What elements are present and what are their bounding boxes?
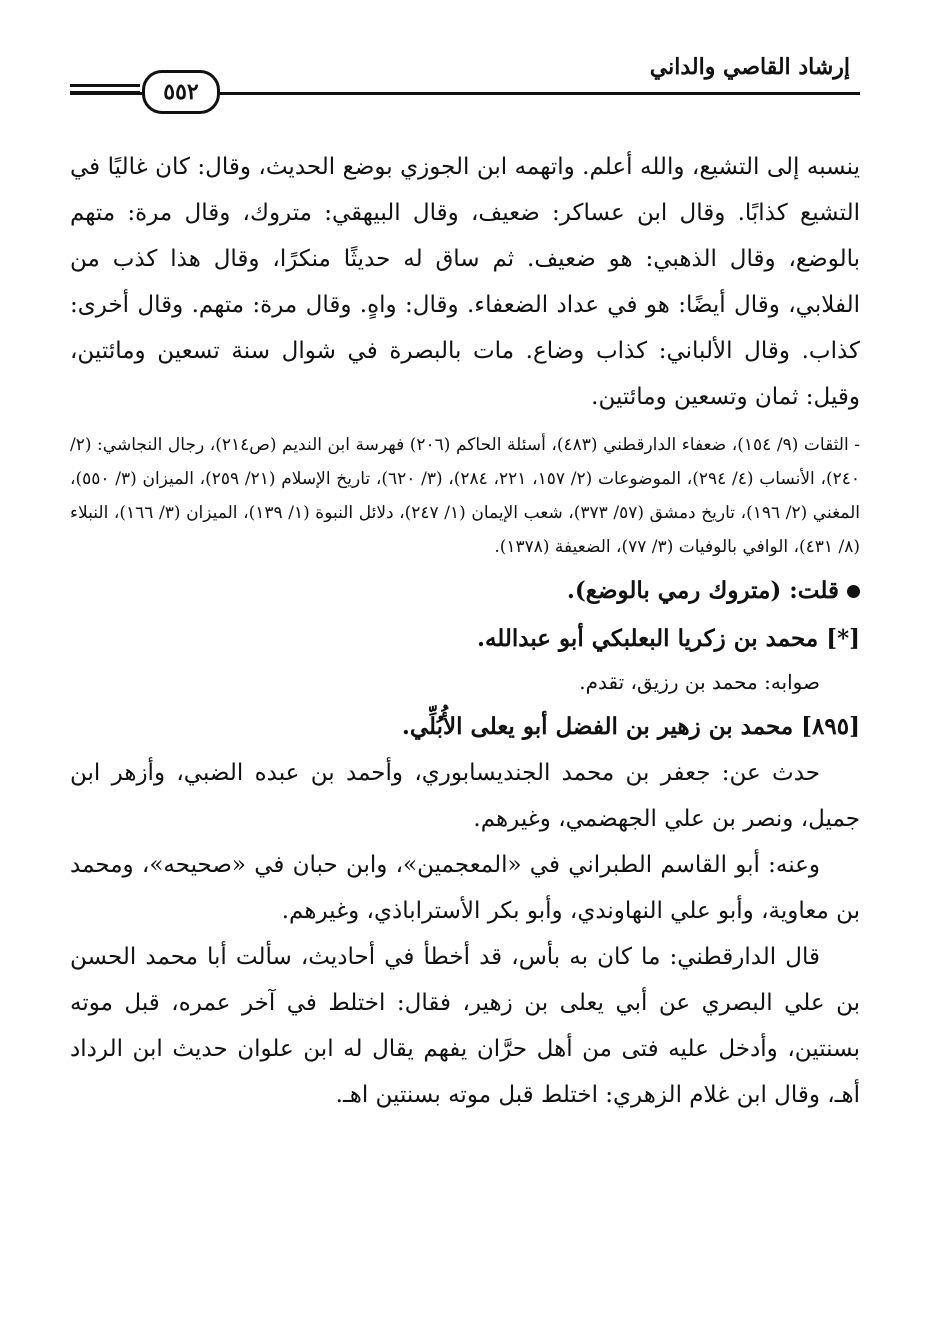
page-number-bar (70, 84, 140, 94)
page-header (70, 40, 860, 104)
paragraph-narrated-from: حدث عن: جعفر بن محمد الجنديسابوري، وأحمد بن عبده الضبي، وأزهر ابن جميل، ونصر بن علي الجهضمي، وغيرهم. (70, 760, 860, 832)
paragraph-narrated-by: وعنه: أبو القاسم الطبراني في «المعجمين»، وابن حبان في «صحيحه»، ومحمد بن معاوية، وأبو علي النهاوندي، وأبو بكر الأستراباذي، وغيرهم. (70, 852, 860, 924)
paragraph-critique: قال الدارقطني: ما كان به بأس، قد أخطأ في أحاديث، سألت أبا محمد الحسن بن علي البصري عن أبي يعلى بن زهير، فقال: اختلط في آخر عمره، قبل موته بسنتين، وأدخل عليه فتى من أهل حرَّان يفهم يقال له ابن علوان حديث ابن الرداد أهـ، وقال ابن غلام الزهري: اختلط قبل موته بسنتين اهـ. (70, 944, 860, 1108)
entry-heading: [*] محمد بن زكريا البعلبكي أبو عبدالله. (476, 625, 860, 652)
note-text: قلت: (متروك رمي بالوضع). (566, 577, 839, 604)
page (70, 40, 861, 1108)
bullet-icon (847, 585, 860, 598)
entry-body: صوابه: محمد بن رزيق، تقدم. (579, 670, 820, 694)
page-content (70, 144, 860, 1118)
entry-heading: [٨٩٥] محمد بن زهير بن الفضل أبو يعلى الأُبُلِّي. (401, 713, 860, 740)
page-number: ٥٥٢ (142, 70, 220, 114)
paragraph-continuation: ينسبه إلى التشيع، والله أعلم. واتهمه ابن الجوزي بوضع الحديث، وقال: كان غاليًا في التشيع كذابًا. وقال ابن عساكر: ضعيف، وقال البيهقي: متروك، وقال مرة: متهم بالوضع، وقال الذهبي: هو ضعيف. ثم ساق له حديثًا منكرًا، وقال هذا كذب من الفلابي، وقال أيضًا: هو في عداد الضعفاء. وقال: واهٍ. وقال مرة: متهم. وقال أخرى: كذاب. وقال الألباني: كذاب وضاع. مات بالبصرة في شوال سنة تسعين ومائتين، وقيل: ثمان وتسعين ومائتين. (70, 154, 861, 410)
header-title: إرشاد القاصي والداني (649, 54, 850, 80)
footnote-references: - الثقات (٩/ ١٥٤)، ضعفاء الدارقطني (٤٨٣)، أسئلة الحاكم (٢٠٦) فهرسة ابن النديم (ص٢١٤)، رجال النجاشي: (٢/ ٢٤٠)، الأنساب (٤/ ٢٩٤)، الموضوعات (٢/ ١٥٧، ٢٢١، ٢٨٤)، (٣/ ٦٢٠)، تاريخ الإسلام (٢١/ ٢٥٩)، الميزان (٣/ ٥٥٠)، المغني (٢/ ١٩٦)، تاريخ دمشق (٥٧/ ٣٧٣)، شعب الإيمان (١/ ٢٤٧)، دلائل النبوة (١/ ١٣٩)، الميزان (٣/ ١٦٦)، النبلاء (٨/ ٤٣١)، الوافي بالوفيات (٣/ ٧٧)، الضعيفة (١٣٧٨). (70, 435, 861, 557)
note-line (70, 568, 860, 614)
